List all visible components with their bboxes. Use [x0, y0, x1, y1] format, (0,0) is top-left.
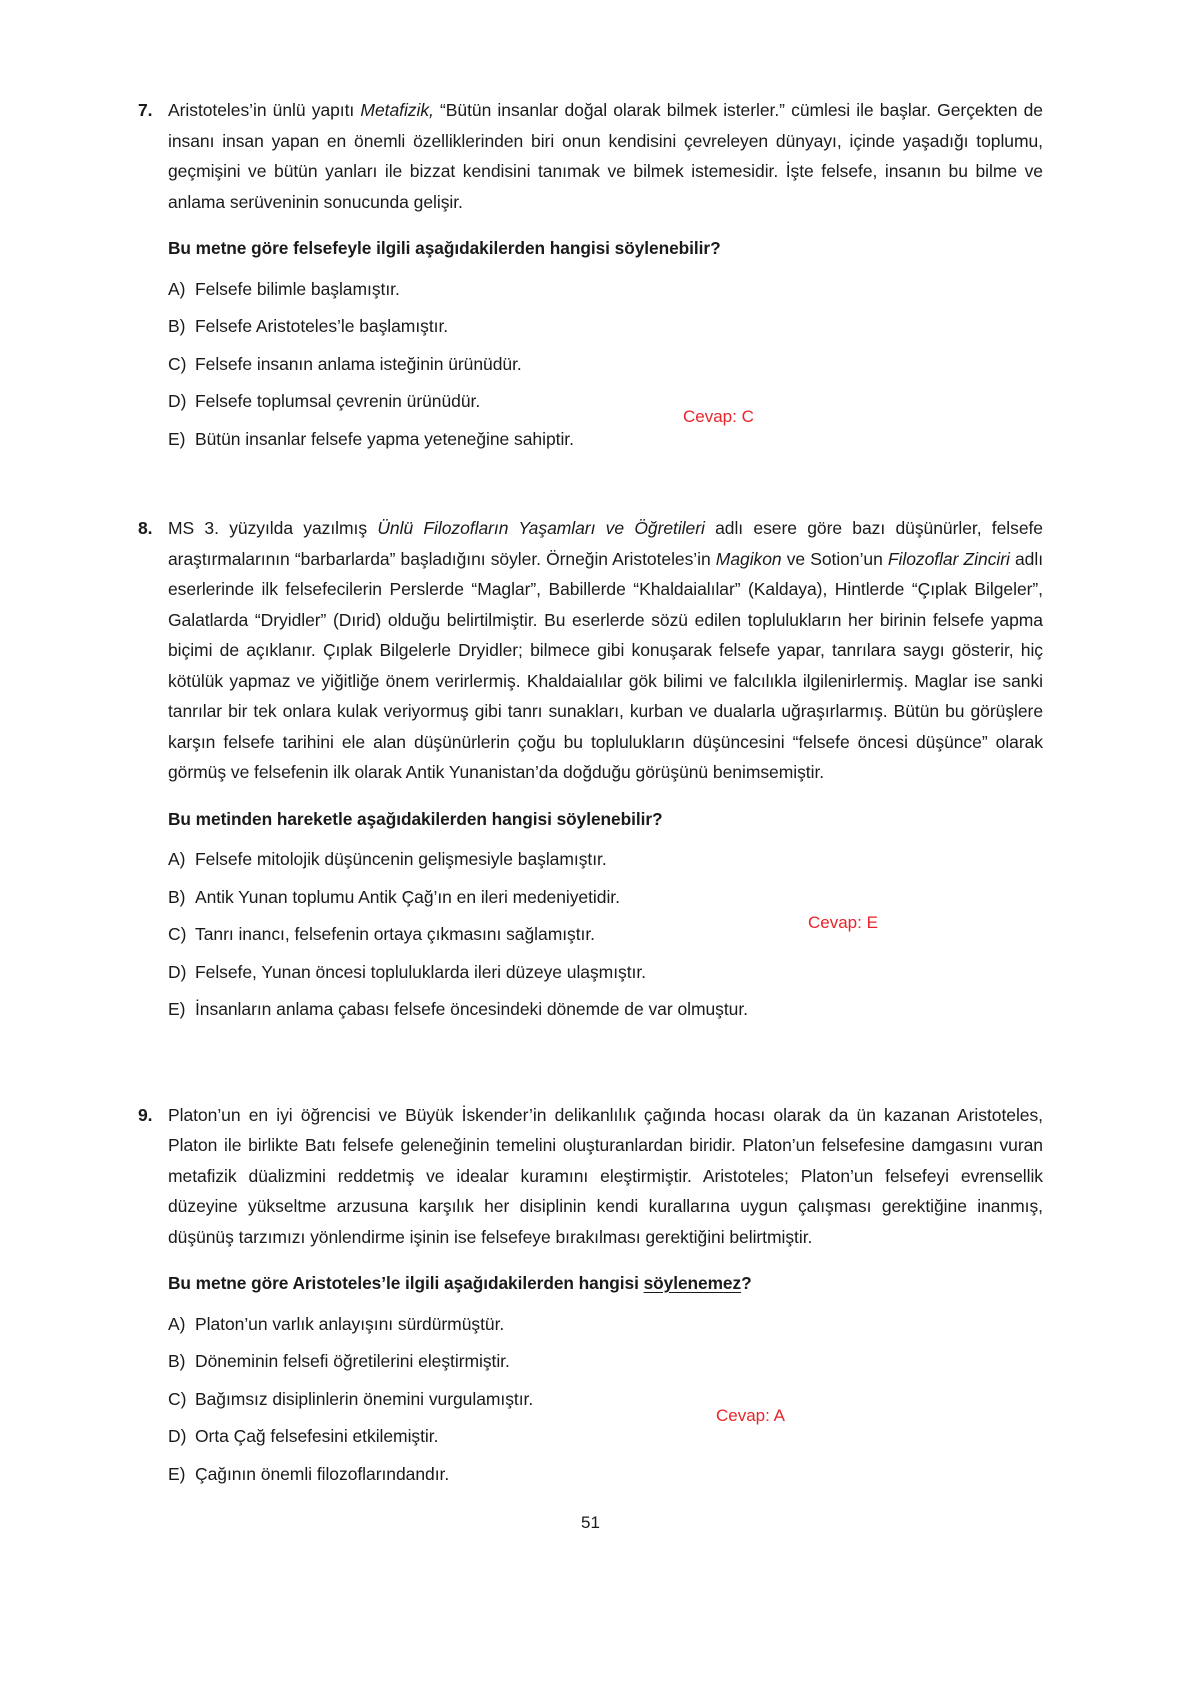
stem-text: MS 3. yüzyılda yazılmış	[168, 518, 378, 538]
stem-text: “Bütün insanlar doğal olarak bilmek isterler.” cümlesi ile başlar. Gerçekten de insanı insan yapan en önemli özelliklerinden biri onun kendisini çevreleyen dünyayı, içinde yaşadığı toplumu, geçmişini ve bütün yanları ile bizzat kendisini tanımak ve bilmek istemesidir. İşte felsefe, insanın bu bilme ve anlama serüveninin sonucunda gelişir.	[168, 100, 1043, 212]
prompt-emphasis: söylenemez	[643, 1273, 742, 1293]
question-number: 7.	[138, 100, 153, 120]
option-text: Felsefe toplumsal çevrenin ürünüdür.	[195, 391, 481, 411]
question-body	[168, 1100, 1043, 1497]
stem-text: adlı esere göre bazı düşünürler, felsefe araştırmalarının “barbarlarda” başladığını söyler. Örneğin Aristoteles’in	[168, 518, 1043, 569]
option-letter: B)	[168, 886, 186, 907]
option-item[interactable]	[168, 349, 1043, 380]
prompt-text: Bu metne göre Aristoteles’le ilgili aşağıdakilerden hangisi	[168, 1273, 644, 1293]
option-letter: E)	[168, 428, 186, 449]
stem-text: adlı eserlerinde ilk felsefecilerin Perslerde “Maglar”, Babillerde “Khaldaialılar” (Kaldaya), Hintlerde “Çıplak Bilgeler”, Galatlarda “Dryidler” (Dırid) olduğu belirtilmiştir. Bu eserlerde sözü edilen toplulukların her birinin felsefe yapma biçimi de açıklanır. Çıplak Bilgelerle Dryidler; bilmece gibi konuşarak felsefe yapar, tanrılara saygı gösterir, hiç kötülük yapmaz ve yiğitliğe önem verirlermiş. Khaldaialılar gök bilimi ve falcılıkla ilgilenirlermiş. Maglar ise sanki tanrılar bir tek onlara kulak veriyormuş gibi tanrı sunakları, kurban ve dualarla uğraşırlarmış. Bütün bu görüşlere karşın felsefe tarihini ele alan düşünürlerin çoğu bu toplulukların düşüncesini “felsefe öncesi düşünce” olarak görmüş ve felsefenin ilk olarak Antik Yunanistan’da doğduğu görüşünü benimsemiştir.	[168, 548, 1044, 782]
option-letter: E)	[168, 1463, 186, 1484]
option-item[interactable]	[168, 386, 1043, 417]
option-letter: A)	[168, 278, 186, 299]
question-body	[168, 95, 1043, 461]
option-item[interactable]	[168, 882, 1043, 913]
option-text: Felsefe, Yunan öncesi topluluklarda ileri düzeye ulaşmıştır.	[195, 961, 646, 982]
option-letter: A)	[168, 849, 186, 869]
option-item[interactable]	[168, 1421, 1043, 1452]
option-text: Felsefe Aristoteles’le başlamıştır.	[195, 316, 449, 336]
option-letter: C)	[168, 353, 187, 374]
question-body	[168, 513, 1043, 1032]
question-prompt	[168, 804, 1043, 835]
question-stem	[168, 1100, 1043, 1253]
italic-title: Metafizik,	[360, 100, 434, 120]
option-list	[168, 274, 1043, 455]
question-prompt	[168, 1268, 1043, 1299]
option-item[interactable]	[168, 919, 1043, 950]
stem-text: Platon’un en iyi öğrencisi ve Büyük İskender’in delikanlılık çağında hocası olarak da ün kazanan Aristoteles, Platon ile birlikte Batı felsefe geleneğinin temelini oluşturanlardan biridir. Platon’un felsefesine damgasını vuran metafizik düalizmini reddetmiş ve idealar kuramını eleştirmiştir. Aristoteles; Platon’un felsefeyi evrensellik düzeyine yükseltme arzusuna karşılık her disiplinin kendi kurallarına uygun çalışması gerektiğine inanmış, düşünüş tarzımızı yönlendirme işinin ise felsefeye bırakılması gerektiğini belirtmiştir.	[168, 1104, 1043, 1247]
option-item[interactable]	[168, 994, 1043, 1025]
option-text: Bağımsız disiplinlerin önemini vurgulamıştır.	[195, 1388, 534, 1409]
option-text: Antik Yunan toplumu Antik Çağ’ın en ileri medeniyetidir.	[195, 886, 620, 907]
option-text: Bütün insanlar felsefe yapma yeteneğine sahiptir.	[195, 428, 574, 449]
prompt-text: Bu metne göre felsefeyle ilgili aşağıdakilerden hangisi söylenebilir?	[168, 238, 721, 258]
question-block-8	[138, 513, 1043, 1032]
option-letter: B)	[168, 316, 186, 336]
option-letter: B)	[168, 1351, 186, 1371]
answer-key: Cevap: A	[716, 1405, 785, 1425]
italic-title: Magikon	[715, 548, 782, 569]
question-prompt	[168, 233, 1043, 264]
question-stem	[168, 95, 1043, 217]
answer-key: Cevap: E	[808, 913, 878, 932]
stem-text: Aristoteles’in ünlü yapıtı	[168, 100, 361, 120]
question-number: 9.	[138, 1104, 153, 1125]
option-text: Felsefe insanın anlama isteğinin ürünüdür.	[195, 353, 522, 374]
option-item[interactable]	[168, 424, 1043, 455]
answer-key: Cevap: C	[683, 407, 754, 426]
option-item[interactable]	[168, 1346, 1043, 1377]
option-text: Felsefe mitolojik düşüncenin gelişmesiyle başlamıştır.	[195, 849, 607, 869]
prompt-text: Bu metinden hareketle aşağıdakilerden hangisi söylenebilir?	[168, 808, 663, 829]
option-item[interactable]	[168, 1459, 1043, 1490]
question-block-9	[138, 1100, 1043, 1497]
option-text: İnsanların anlama çabası felsefe öncesindeki dönemde de var olmuştur.	[195, 999, 748, 1019]
option-letter: D)	[168, 391, 187, 411]
question-number: 8.	[138, 518, 153, 538]
question-block-7	[138, 95, 1043, 461]
option-item[interactable]	[168, 274, 1043, 305]
option-list	[168, 1309, 1043, 1490]
option-item[interactable]	[168, 311, 1043, 342]
option-item[interactable]	[168, 1384, 1043, 1415]
option-letter: C)	[168, 924, 187, 944]
option-text: Platon’un varlık anlayışını sürdürmüştür.	[195, 1313, 505, 1334]
option-item[interactable]	[168, 844, 1043, 875]
stem-text: ve Sotion’un	[781, 548, 888, 569]
option-text: Tanrı inancı, felsefenin ortaya çıkmasını sağlamıştır.	[195, 924, 595, 944]
option-letter: A)	[168, 1313, 186, 1334]
italic-title: Ünlü Filozofların Yaşamları ve Öğretileri	[377, 518, 705, 538]
option-letter: D)	[168, 1426, 187, 1446]
page-number: 51	[581, 1513, 600, 1532]
option-text: Çağının önemli filozoflarındandır.	[195, 1463, 450, 1484]
prompt-tail: ?	[741, 1273, 752, 1293]
option-letter: E)	[168, 999, 186, 1019]
option-letter: D)	[168, 961, 187, 982]
option-text: Orta Çağ felsefesini etkilemiştir.	[195, 1426, 439, 1446]
option-letter: C)	[168, 1388, 187, 1409]
question-stem	[168, 513, 1043, 788]
option-text: Döneminin felsefi öğretilerini eleştirmiştir.	[195, 1351, 510, 1371]
italic-title: Filozoflar Zinciri	[887, 548, 1010, 569]
option-item[interactable]	[168, 957, 1043, 988]
option-list	[168, 844, 1043, 1025]
option-item[interactable]	[168, 1309, 1043, 1340]
option-text: Felsefe bilimle başlamıştır.	[195, 278, 400, 299]
